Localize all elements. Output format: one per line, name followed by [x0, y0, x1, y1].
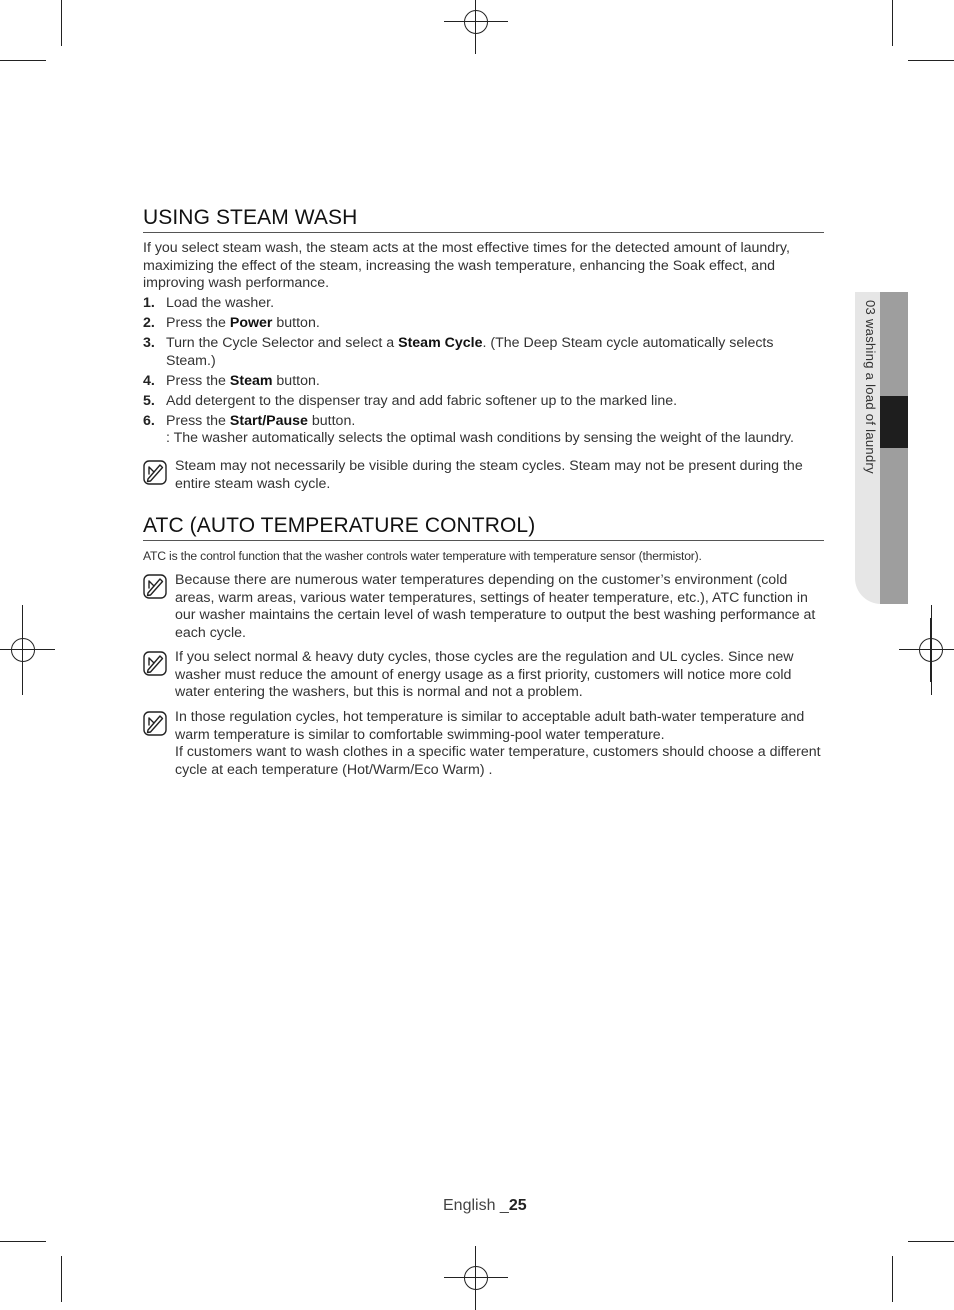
crop-mark: [61, 0, 62, 46]
section-title-atc: ATC (AUTO TEMPERATURE CONTROL): [143, 514, 824, 541]
step-sub-note: : The washer automatically selects the optimal wash conditions by sensing the weight of the laundry.: [166, 430, 795, 447]
crop-mark: [892, 0, 893, 46]
note-text: Steam may not necessarily be visible during the steam cycles. Steam may not be present during the entire steam wash cycle.: [175, 458, 803, 492]
atc-intro: ATC is the control function that the washer controls water temperature with temperature sensor (thermistor).: [143, 549, 702, 563]
step-item: 6. Press the Start/Pause button. : The washer automatically selects the optimal wash conditions by sensing the weight of the laundry.: [143, 412, 795, 447]
step-item: 2. Press the Power button.: [143, 315, 320, 331]
step-item: 5. Add detergent to the dispenser tray and add fabric softener up to the marked line.: [143, 392, 678, 409]
note-block: [143, 458, 824, 493]
note-pencil-icon: [143, 460, 167, 485]
registration-mark: [7, 634, 39, 666]
footer-language: English _: [443, 1197, 509, 1214]
note-text: If you select normal & heavy duty cycles, those cycles are the regulation and UL cycles. Since new washer must reduce the amount of energy usage as a first priority, customers will notice more cold water entering the washers, but this is normal and not a problem.: [175, 649, 794, 701]
section-title-steam-wash: USING STEAM WASH: [143, 206, 824, 233]
note-block: [143, 649, 824, 702]
registration-mark: [460, 6, 492, 38]
chapter-side-tab: [855, 292, 908, 604]
note-pencil-icon: [143, 574, 167, 599]
steam-wash-steps: [143, 295, 824, 450]
chapter-label: 03 washing a load of laundry: [863, 300, 878, 474]
note-text: In those regulation cycles, hot temperature is similar to acceptable adult bath-water temperature and warm temperature is similar to comfortable swimming-pool water temperature. If customers want to wash clothes in a specific water temperature, customers should choose a different cycle at each temperature (Hot/Warm/Eco Warm) .: [175, 709, 821, 779]
note-pencil-icon: [143, 711, 167, 736]
crop-mark: [908, 60, 954, 61]
crop-mark: [61, 1256, 62, 1302]
page-footer: [443, 1197, 527, 1215]
step-item: 3. Turn the Cycle Selector and select a Steam Cycle. (The Deep Steam cycle automatically selects Steam.): [143, 335, 774, 369]
page-number: 25: [508, 1197, 527, 1214]
note-pencil-icon: [143, 651, 167, 676]
registration-mark: [460, 1262, 492, 1294]
step-item: 4. Press the Steam button.: [143, 372, 320, 389]
step-item: 1. Load the washer.: [143, 295, 275, 311]
registration-mark: [915, 634, 947, 666]
crop-mark: [908, 1241, 954, 1242]
steam-wash-intro: If you select steam wash, the steam acts at the most effective times for the detected amount of laundry, maximizing the effect of the steam, increasing the wash temperature, enhancing the Soak effect, and improving wash performance.: [143, 240, 790, 292]
note-block: [143, 572, 824, 643]
note-block: [143, 709, 824, 780]
note-text: Because there are numerous water temperatures depending on the customer’s environment (cold areas, warm areas, various water temperatures, settings of heater temperature, etc.), ATC function in our washer maintains the certain level of wash temperature to output the best washing performance at each cycle.: [175, 572, 816, 642]
crop-mark: [0, 60, 46, 61]
crop-mark: [0, 1241, 46, 1242]
crop-mark: [892, 1256, 893, 1302]
